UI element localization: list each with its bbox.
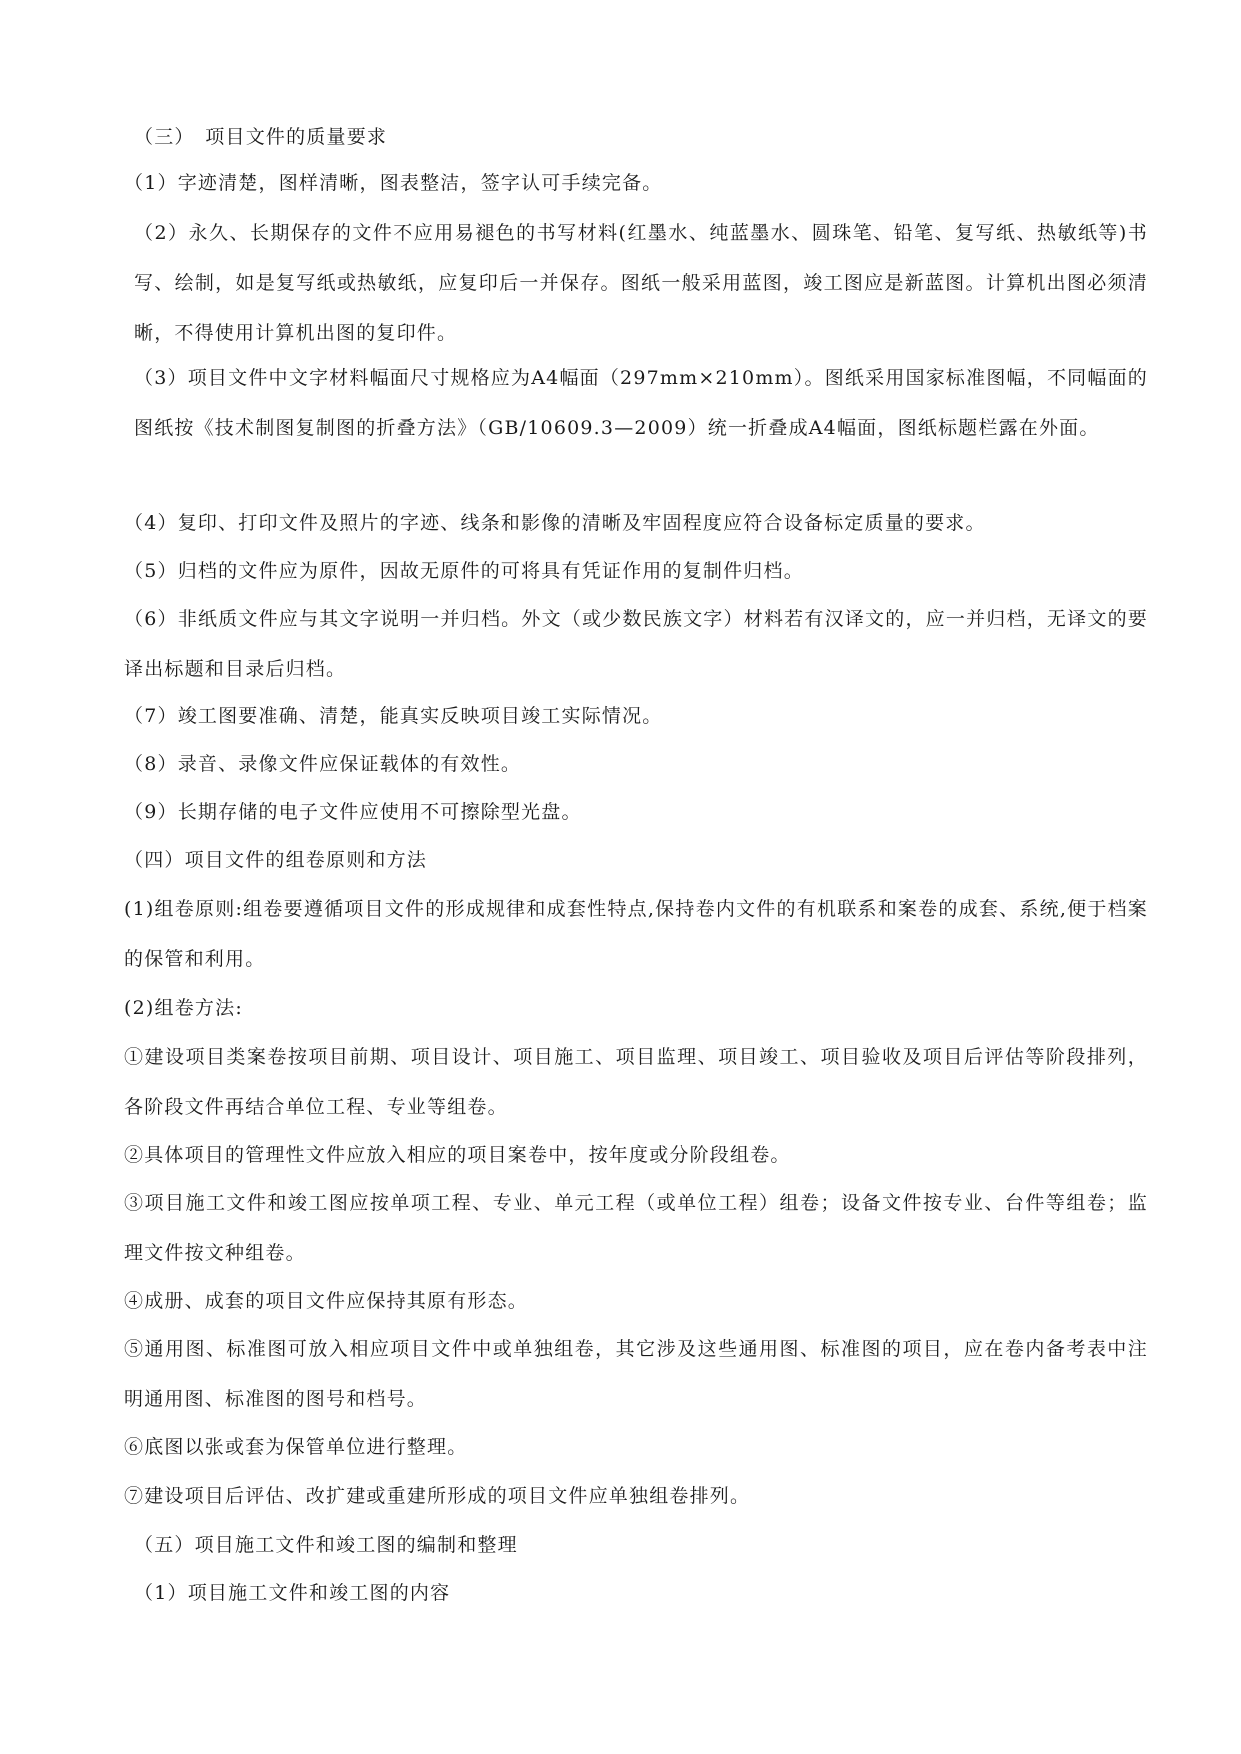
paragraph-item-8: （8）录音、录像文件应保证载体的有效性。 (124, 753, 522, 775)
section-heading-3: （三） 项目文件的质量要求 (134, 126, 388, 148)
paragraph-item-5: （5）归档的文件应为原件，因故无原件的可将具有凭证作用的复制件归档。 (124, 560, 804, 582)
section-heading-5: （五）项目施工文件和竣工图的编制和整理 (134, 1534, 518, 1556)
method-item-1: ①建设项目类案卷按项目前期、项目设计、项目施工、项目监理、项目竣工、项目验收及项目后评估等阶段排列，各阶段文件再结合单位工程、专业等组卷。 (124, 1046, 1148, 1118)
section-heading-4: （四）项目文件的组卷原则和方法 (124, 849, 428, 871)
method-item-7: ⑦建设项目后评估、改扩建或重建所形成的项目文件应单独组卷排列。 (124, 1485, 751, 1507)
paragraph-item-6: （6）非纸质文件应与其文字说明一并归档。外文（或少数民族文字）材料若有汉译文的，应一并归档，无译文的要译出标题和目录后归档。 (124, 608, 1148, 680)
method-item-4: ④成册、成套的项目文件应保持其原有形态。 (124, 1290, 529, 1312)
paragraph-item-2: （2）永久、长期保存的文件不应用易褪色的书写材料(红墨水、纯蓝墨水、圆珠笔、铅笔、复写纸、热敏纸等)书写、绘制，如是复写纸或热敏纸，应复印后一并保存。图纸一般采用蓝图，竣工图应是新蓝图。计算机出图必须清晰，不得使用计算机出图的复印件。 (134, 222, 1148, 344)
paragraph-item-5-1: （1）项目施工文件和竣工图的内容 (134, 1582, 451, 1604)
paragraph-item-9: （9）长期存储的电子文件应使用不可擦除型光盘。 (124, 801, 582, 823)
paragraph-method: (2)组卷方法: (124, 997, 243, 1019)
method-item-6: ⑥底图以张或套为保管单位进行整理。 (124, 1436, 468, 1458)
method-item-2: ②具体项目的管理性文件应放入相应的项目案卷中，按年度或分阶段组卷。 (124, 1144, 791, 1166)
method-item-3: ③项目施工文件和竣工图应按单项工程、专业、单元工程（或单位工程）组卷；设备文件按专业、台件等组卷；监理文件按文种组卷。 (124, 1192, 1148, 1264)
paragraph-principle: (1)组卷原则:组卷要遵循项目文件的形成规律和成套性特点,保持卷内文件的有机联系和案卷的成套、系统,便于档案的保管和利用。 (124, 898, 1148, 970)
paragraph-item-4: （4）复印、打印文件及照片的字迹、线条和影像的清晰及牢固程度应符合设备标定质量的要求。 (124, 512, 986, 534)
paragraph-item-3: （3）项目文件中文字材料幅面尺寸规格应为A4幅面（297mm×210mm）。图纸采用国家标准图幅，不同幅面的图纸按《技术制图复制图的折叠方法》（GB/10609.3—2009）统一折叠成A4幅面，图纸标题栏露在外面。 (134, 367, 1148, 439)
paragraph-item-7: （7）竣工图要准确、清楚，能真实反映项目竣工实际情况。 (124, 705, 663, 727)
method-item-5: ⑤通用图、标准图可放入相应项目文件中或单独组卷，其它涉及这些通用图、标准图的项目，应在卷内备考表中注明通用图、标准图的图号和档号。 (124, 1338, 1148, 1410)
paragraph-item-1: （1）字迹清楚，图样清晰，图表整洁，签字认可手续完备。 (124, 172, 663, 194)
